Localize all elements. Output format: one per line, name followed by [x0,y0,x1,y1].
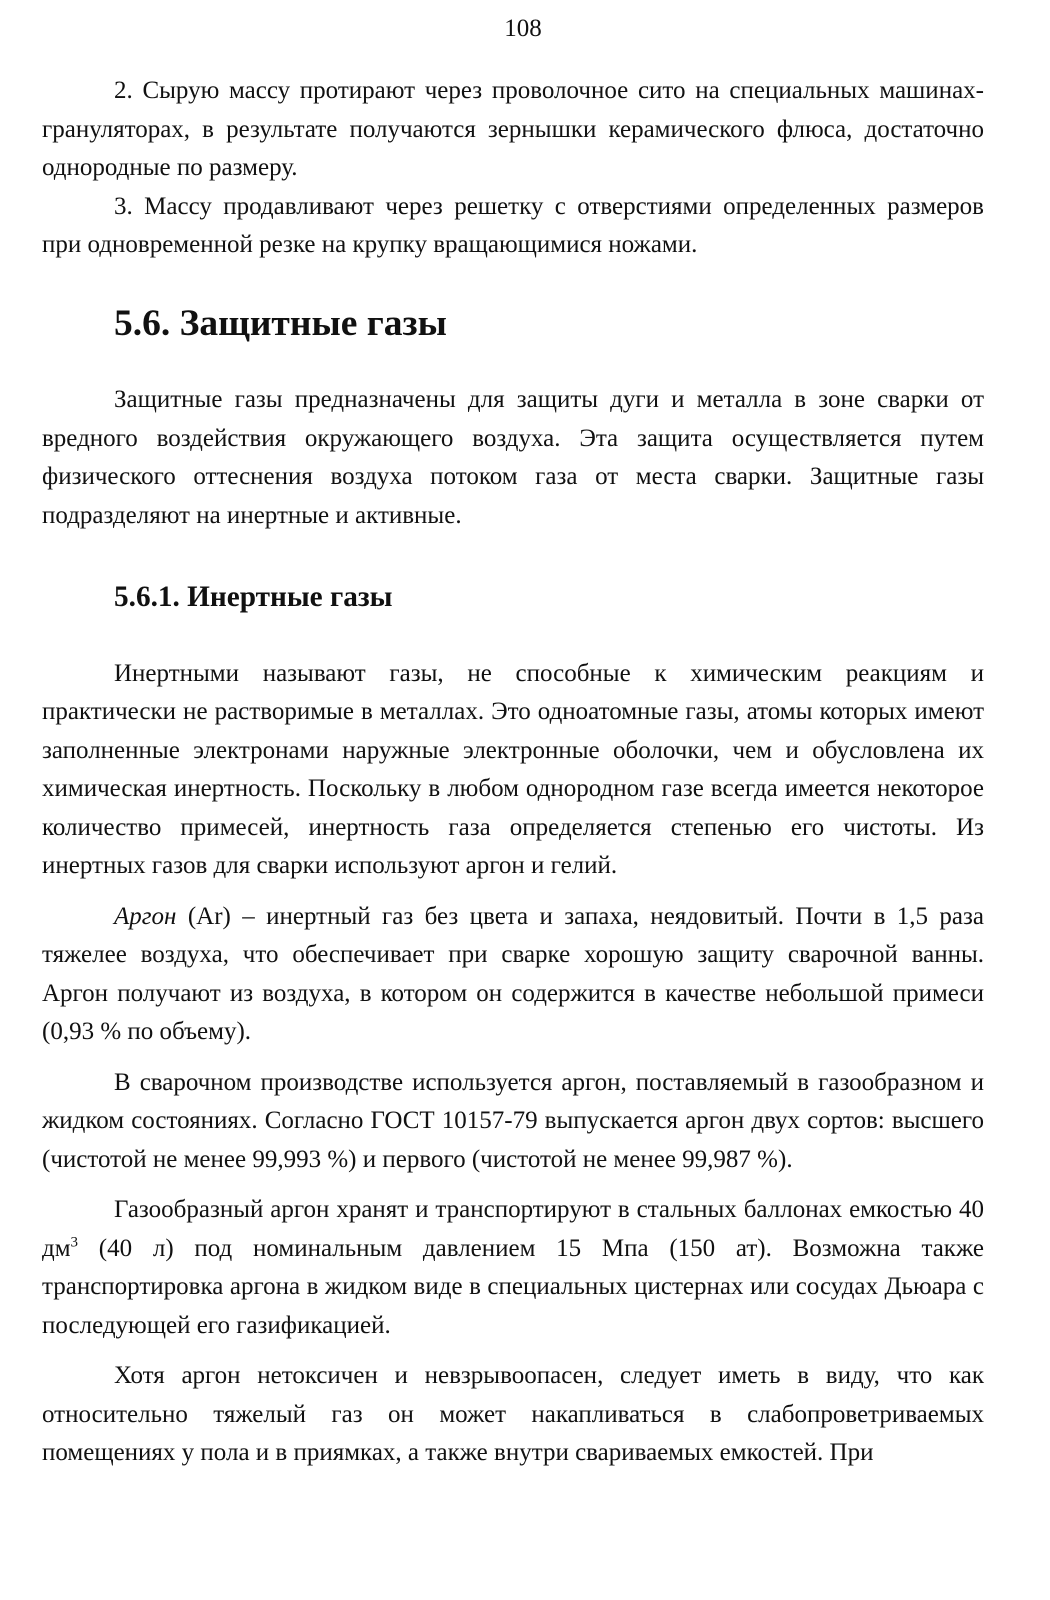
page-number: 108 [504,15,542,42]
paragraph-item-3: 3. Массу продавливают через решетку с отверстиями определенных размеров при одновременной резке на крупку вращающимися ножами. [42,192,984,258]
paragraph-argon-storage [42,1191,984,1345]
paragraph-argon [42,898,984,1052]
paragraph-item-2: 2. Сырую массу протирают через проволочное сито на специальных машинах-грануляторах, в результате получаются зернышки керамического флюса, достаточно однородные по размеру. [42,77,984,181]
storage-text-end: (40 л) под номинальным давлением 15 Мпа (150 ат). Возможна также транспортировка аргона в жидком виде в специальных цистернах или сосудах Дьюара с последующей его газификацией. [42,1234,984,1339]
paragraph-inert-gases: Инертными называют газы, не способные к химическим реакциям и практически не растворимые в металлах. Это одноатомные газы, атомы которых имеют заполненные электронами наружные электронные оболочки, чем и обусловлена их химическая инертность. Поскольку в любом однородном газе всегда имеется некоторое количество примесей, инертность газа определяется степенью его чистоты. Из инертных газов для сварки используют аргон и гелий. [42,659,984,879]
subsection-heading: 5.6.1. Инертные газы [114,581,393,613]
paragraph-argon-safety: Хотя аргон нетоксичен и невзрывоопасен, следует иметь в виду, что как относительно тяжелый газ он может накапливаться в слабопроветриваемых помещениях у пола и в приямках, а также внутри свариваемых емкостей. При [42,1362,984,1466]
paragraph-argon-grades: В сварочном производстве используется аргон, поставляемый в газообразном и жидком состояниях. Согласно ГОСТ 10157-79 выпускается аргон двух сортов: высшего (чистотой не менее 99,993 %) и первого (чистотой не менее 99,987 %). [42,1068,984,1173]
storage-text-start: Газообразный аргон хранят и транспортируют в стальных баллонах емкостью 40 дм [42,1196,984,1262]
argon-term: Аргон [114,902,177,930]
cubic-superscript: 3 [70,1234,79,1251]
argon-description: (Ar) – инертный газ без цвета и запаха, неядовитый. Почти в 1,5 раза тяжелее воздуха, что обеспечивает при сварке хорошую защиту сварочной ванны. Аргон получают из воздуха, в котором он содержится в качестве небольшой примеси (0,93 % по объему). [42,902,984,1045]
section-heading: 5.6. Защитные газы [114,302,447,344]
paragraph-protective-gases: Защитные газы предназначены для защиты дуги и металла в зоне сварки от вредного воздействия окружающего воздуха. Эта защита осуществляется путем физического оттеснения воздуха потоком газа от места сварки. Защитные газы подразделяют на инертные и активные. [42,386,984,529]
